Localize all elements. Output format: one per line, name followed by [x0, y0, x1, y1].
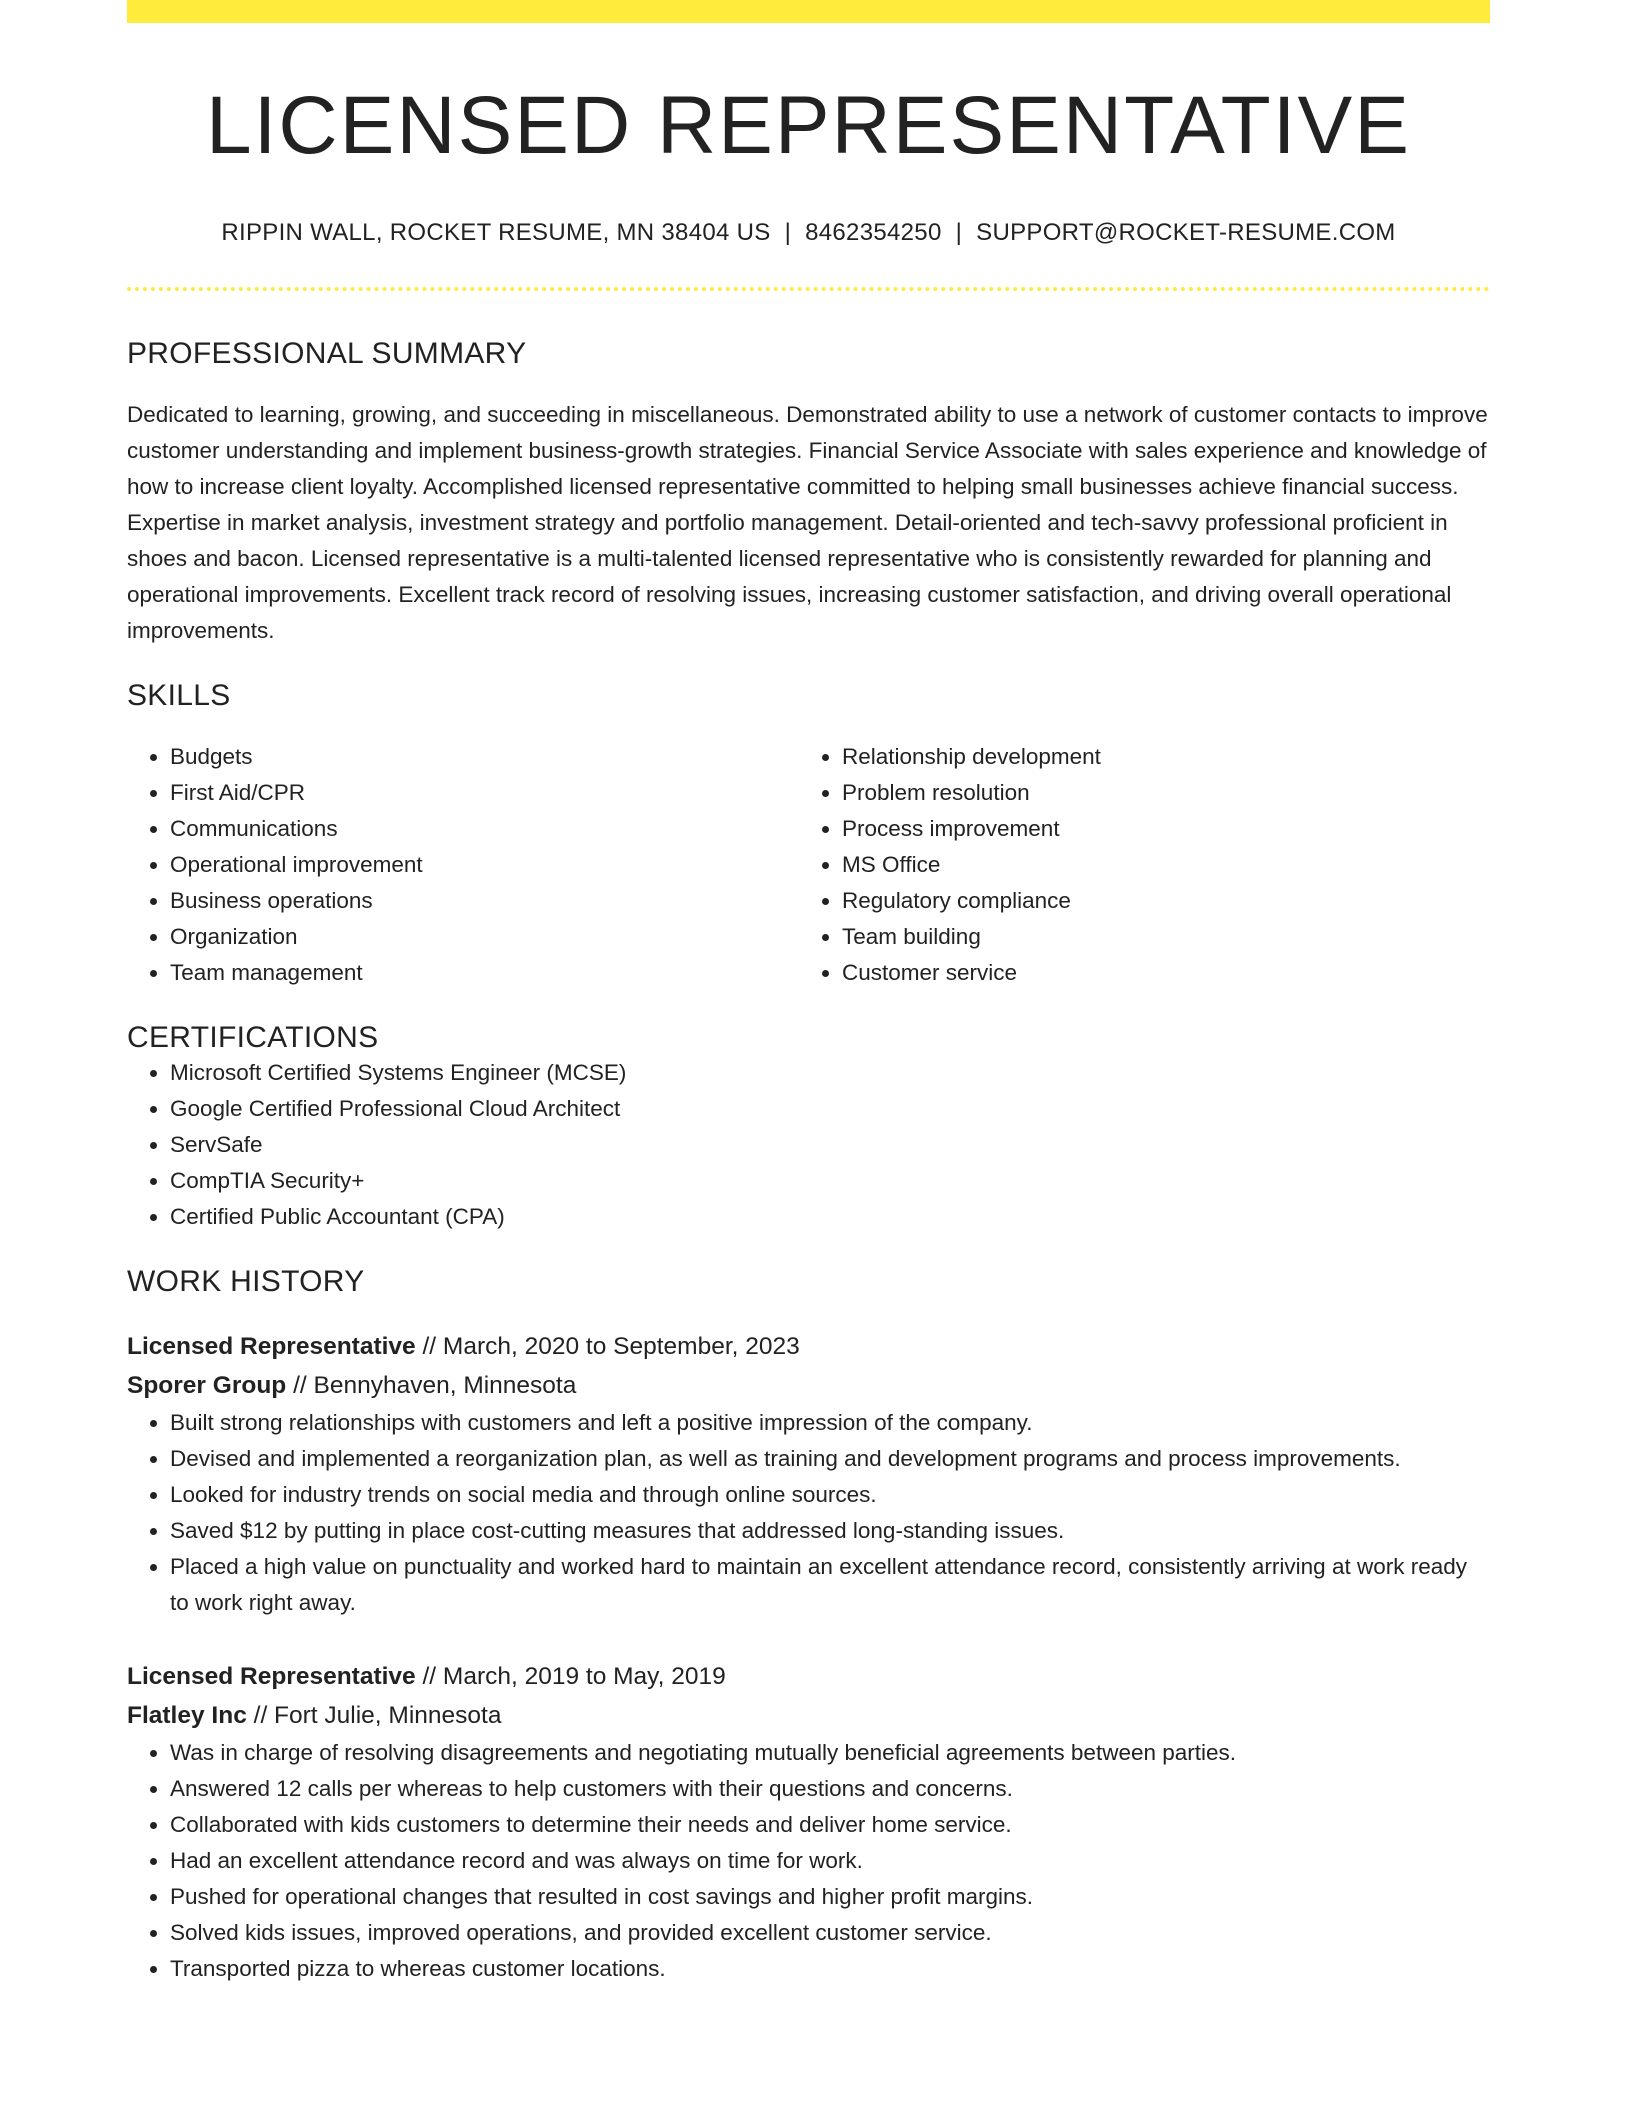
job-location: // Fort Julie, Minnesota [246, 1702, 502, 1730]
contact-separator: | [955, 219, 963, 247]
job-company: Flatley Inc [127, 1702, 247, 1730]
certification-item: • CompTIA Security+ [170, 1163, 1490, 1199]
certifications-list [127, 1055, 1490, 1235]
job-bullets [127, 1735, 1490, 1987]
skills-list-right [799, 739, 1471, 991]
resume-title: LICENSED REPRESENTATIVE [206, 80, 1411, 171]
job-bullet: • Transported pizza to whereas customer locations. [170, 1951, 1490, 1987]
job-bullet: • Saved $12 by putting in place cost-cutting measures that addressed long-standing issues. [170, 1513, 1490, 1549]
skill-item: • Process improvement [842, 811, 1471, 847]
job-bullet: • Devised and implemented a reorganization plan, as well as training and development programs and process improvements. [170, 1441, 1490, 1477]
skill-item: • Team building [842, 919, 1471, 955]
contact-email: SUPPORT@ROCKET-RESUME.COM [976, 219, 1396, 247]
job-bullet: • Placed a high value on punctuality and worked hard to maintain an excellent attendance record, consistently arriving at work ready to work right away. [170, 1549, 1490, 1621]
work-history-heading: WORK HISTORY [127, 1265, 365, 1299]
job-bullet: • Solved kids issues, improved operations, and provided excellent customer service. [170, 1915, 1490, 1951]
job-entry [127, 1327, 1490, 1621]
job-company-line [127, 1696, 1490, 1735]
skill-item: • Operational improvement [170, 847, 799, 883]
contact-line [127, 219, 1490, 247]
skill-item: • Regulatory compliance [842, 883, 1471, 919]
job-bullet: • Had an excellent attendance record and was always on time for work. [170, 1843, 1490, 1879]
job-bullet: • Collaborated with kids customers to determine their needs and deliver home service. [170, 1807, 1490, 1843]
job-bullet: • Looked for industry trends on social media and through online sources. [170, 1477, 1490, 1513]
skills-grid [127, 739, 1490, 991]
summary-heading: PROFESSIONAL SUMMARY [127, 337, 527, 371]
job-title: Licensed Representative [127, 1333, 416, 1361]
job-bullet: • Answered 12 calls per whereas to help customers with their questions and concerns. [170, 1771, 1490, 1807]
skills-heading: SKILLS [127, 679, 231, 713]
skill-item: • MS Office [842, 847, 1471, 883]
job-title-line [127, 1327, 1490, 1366]
skill-item: • Relationship development [842, 739, 1471, 775]
summary-text: Dedicated to learning, growing, and succeeding in miscellaneous. Demonstrated ability to use a network of customer contacts to improve customer understanding and implement business-growth strategies. Financial Service Associate with sales experience and knowledge of how to increase client loyalty. Accomplished licensed representative committed to helping small businesses achieve financial success. Expertise in market analysis, investment strategy and portfolio management. Detail-oriented and tech-savvy professional proficient in shoes and bacon. Licensed representative is a multi-talented licensed representative who is consistently rewarded for planning and operational improvements. Excellent track record of resolving issues, increasing customer satisfaction, and driving overall operational improvements. [127, 402, 1488, 644]
skills-column-right [799, 739, 1471, 991]
header-divider [127, 287, 1490, 291]
skill-item: • Business operations [170, 883, 799, 919]
certifications-heading: CERTIFICATIONS [127, 1021, 379, 1055]
contact-separator: | [784, 219, 792, 247]
job-company-line [127, 1366, 1490, 1405]
job-bullet: • Pushed for operational changes that resulted in cost savings and higher profit margins. [170, 1879, 1490, 1915]
job-bullets [127, 1405, 1490, 1621]
skill-item: • Customer service [842, 955, 1471, 991]
job-bullet: • Built strong relationships with customers and left a positive impression of the company. [170, 1405, 1490, 1441]
skill-item: • Organization [170, 919, 799, 955]
job-bullet: • Was in charge of resolving disagreements and negotiating mutually beneficial agreements between parties. [170, 1735, 1490, 1771]
skill-item: • Communications [170, 811, 799, 847]
job-entry [127, 1657, 1490, 1987]
job-title: Licensed Representative [127, 1663, 416, 1691]
certification-item: • Microsoft Certified Systems Engineer (MCSE) [170, 1055, 1490, 1091]
certification-item: • Certified Public Accountant (CPA) [170, 1199, 1490, 1235]
job-location: // Bennyhaven, Minnesota [286, 1372, 577, 1400]
job-title-line [127, 1657, 1490, 1696]
contact-phone: 8462354250 [805, 219, 942, 247]
skill-item: • Problem resolution [842, 775, 1471, 811]
contact-address: RIPPIN WALL, ROCKET RESUME, MN 38404 US [221, 219, 771, 247]
skill-item: • Team management [170, 955, 799, 991]
skills-column-left [127, 739, 799, 991]
skills-list-left [127, 739, 799, 991]
skill-item: • First Aid/CPR [170, 775, 799, 811]
top-accent-bar [127, 0, 1490, 23]
skill-item: • Budgets [170, 739, 799, 775]
resume-page [127, 0, 1490, 1987]
job-company: Sporer Group [127, 1372, 287, 1400]
job-dates: // March, 2020 to September, 2023 [415, 1333, 800, 1361]
certification-item: • Google Certified Professional Cloud Architect [170, 1091, 1490, 1127]
job-dates: // March, 2019 to May, 2019 [415, 1663, 726, 1691]
certification-item: • ServSafe [170, 1127, 1490, 1163]
